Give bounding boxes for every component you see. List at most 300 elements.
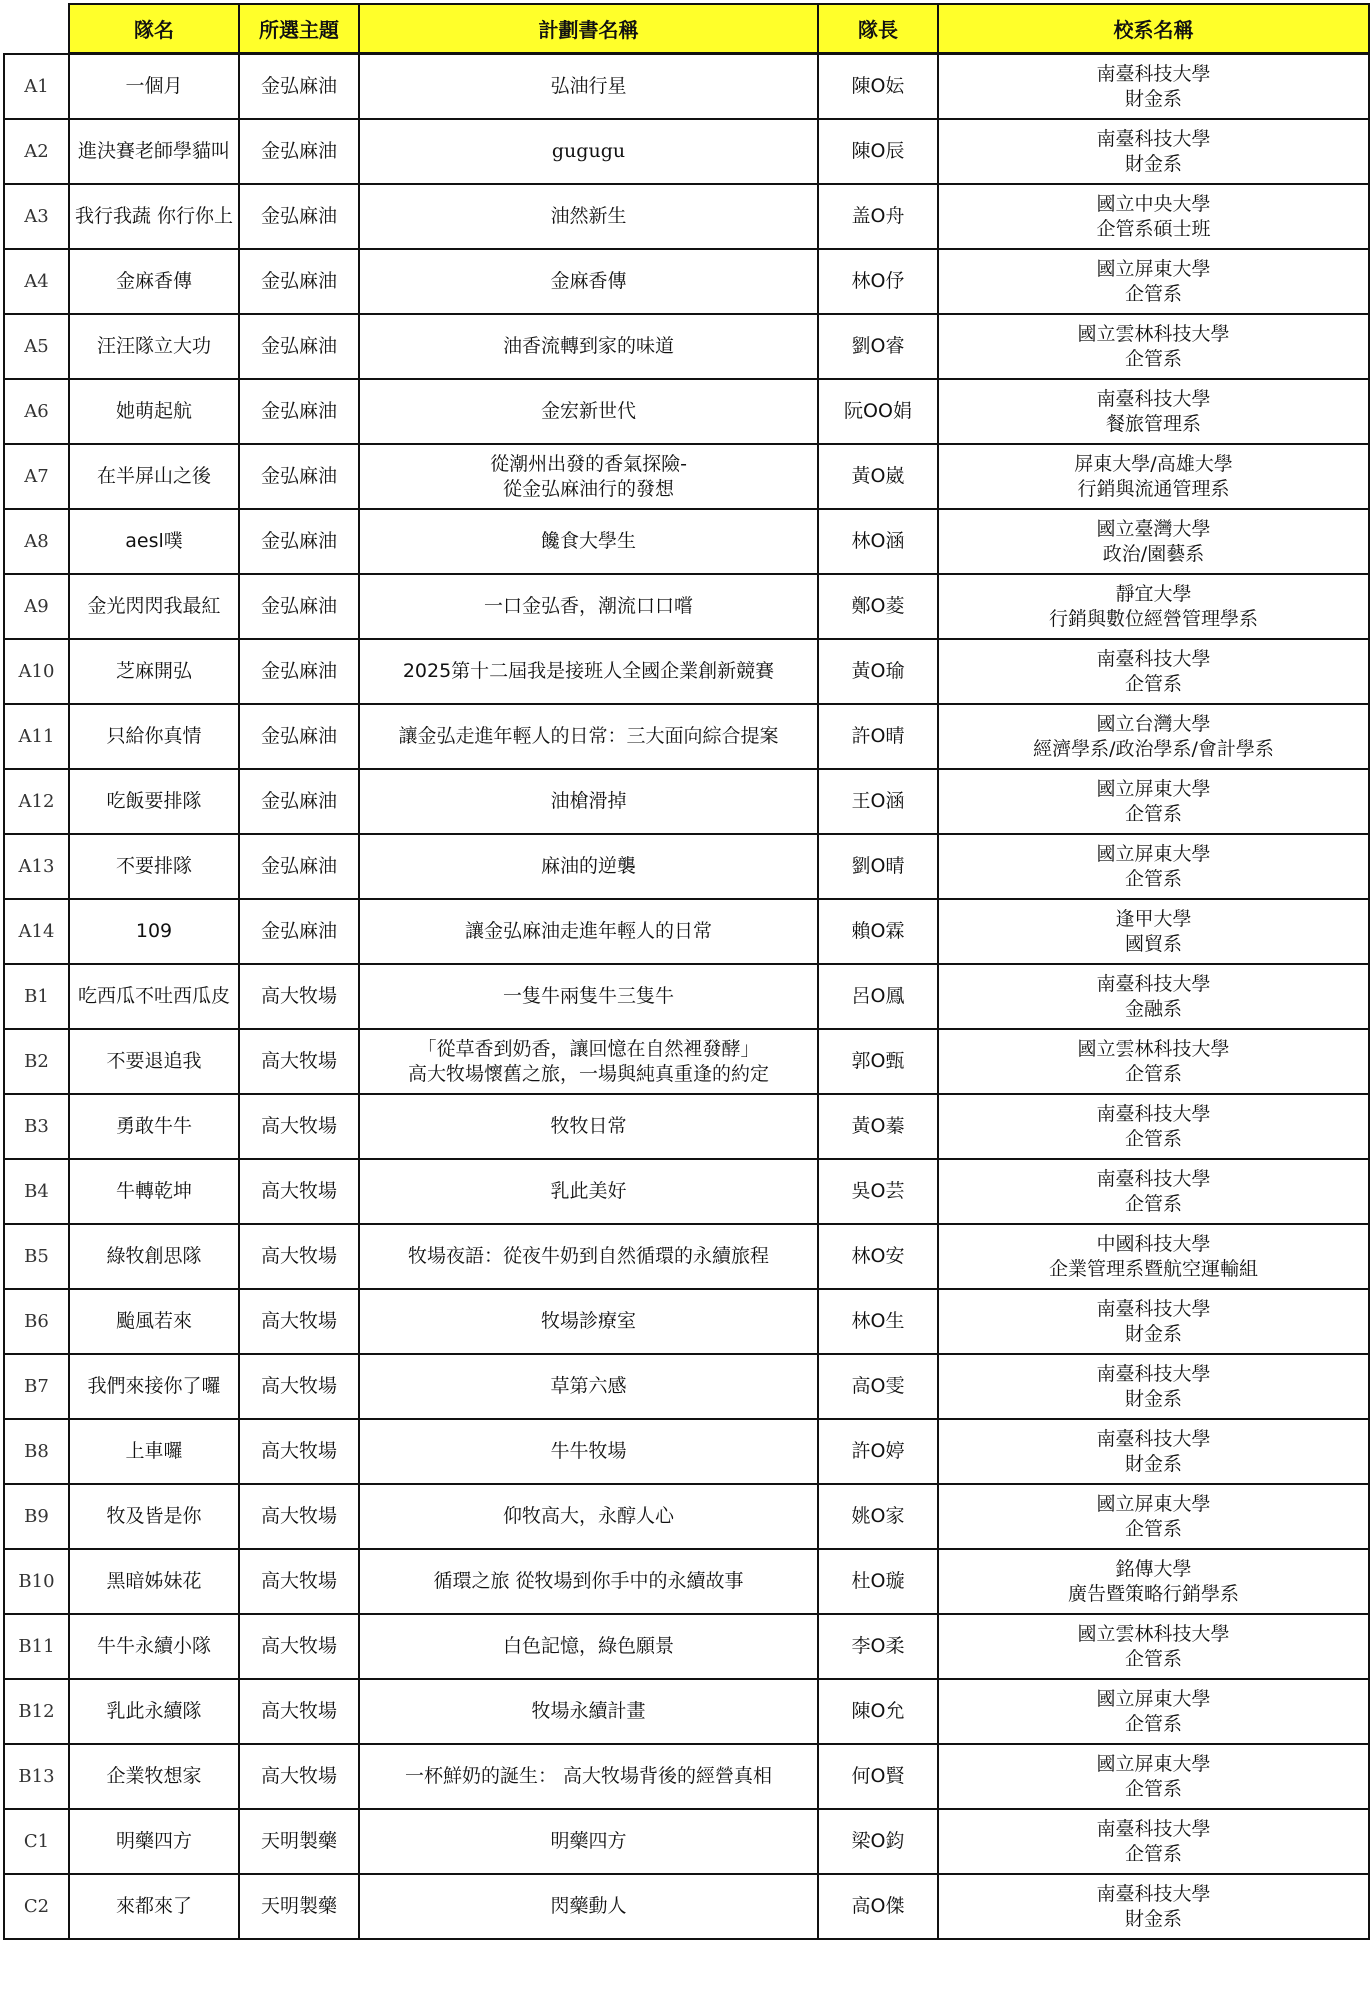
theme-cell: 高大牧場 — [239, 1744, 359, 1809]
department-line: 企管系 — [1124, 282, 1182, 305]
plan-name-cell — [359, 1289, 818, 1354]
department-line: 企業管理系暨航空運輸組 — [1048, 1257, 1258, 1280]
department-line: 財金系 — [1124, 1452, 1182, 1475]
captain-cell: 鄭O菱 — [818, 574, 938, 639]
school-name-line: 國立屏東大學 — [1096, 842, 1211, 865]
plan-name-line: 一隻牛兩隻牛三隻牛 — [502, 985, 674, 1007]
department-line: 企管系 — [1124, 672, 1182, 695]
captain-cell: 黃O瑜 — [818, 639, 938, 704]
school-cell — [938, 379, 1369, 444]
plan-name-cell — [359, 964, 818, 1029]
plan-name-cell — [359, 1549, 818, 1614]
captain-cell: 郭O甄 — [818, 1029, 938, 1094]
theme-cell: 金弘麻油 — [239, 834, 359, 899]
plan-name-cell — [359, 509, 818, 574]
department-line: 企管系 — [1124, 1647, 1182, 1670]
plan-name-cell — [359, 314, 818, 379]
table-row — [4, 639, 1369, 704]
plan-name-line: 讓金弘走進年輕人的日常：三大面向綜合提案 — [398, 725, 779, 747]
department-line: 企管系 — [1124, 867, 1182, 890]
school-cell — [938, 249, 1369, 314]
plan-name-cell — [359, 1094, 818, 1159]
theme-cell: 天明製藥 — [239, 1809, 359, 1874]
plan-name-line: 牧場診療室 — [540, 1310, 636, 1332]
school-cell — [938, 1874, 1369, 1939]
plan-name-cell — [359, 54, 818, 119]
school-cell — [938, 964, 1369, 1029]
table-row — [4, 1874, 1369, 1939]
school-name-line: 逢甲大學 — [1115, 907, 1192, 930]
table-row — [4, 249, 1369, 314]
theme-cell: 高大牧場 — [239, 1289, 359, 1354]
team-id-cell: A3 — [4, 184, 69, 249]
plan-name-cell — [359, 1354, 818, 1419]
captain-cell: 林O安 — [818, 1224, 938, 1289]
captain-cell: 陳O允 — [818, 1679, 938, 1744]
school-name-line: 南臺科技大學 — [1096, 1297, 1211, 1320]
table-row — [4, 1029, 1369, 1094]
plan-name-line: 油槍滑掉 — [550, 790, 627, 812]
captain-cell: 吳O芸 — [818, 1159, 938, 1224]
department-line: 企管系 — [1124, 1517, 1182, 1540]
plan-name-line: 明藥四方 — [550, 1830, 627, 1852]
department-line: 企管系 — [1124, 1712, 1182, 1735]
school-name-line: 南臺科技大學 — [1096, 972, 1211, 995]
plan-name-cell — [359, 1029, 818, 1094]
table-row — [4, 379, 1369, 444]
team-id-cell: A1 — [4, 54, 69, 119]
captain-cell: 高O傑 — [818, 1874, 938, 1939]
department-line: 企管系 — [1124, 1062, 1182, 1085]
team-id-cell: B9 — [4, 1484, 69, 1549]
school-name-line: 國立雲林科技大學 — [1077, 322, 1230, 345]
plan-name-line: 一口金弘香，潮流口口嚐 — [483, 595, 693, 617]
department-line: 企管系 — [1124, 347, 1182, 370]
school-name-line: 國立屏東大學 — [1096, 777, 1211, 800]
table-row — [4, 1094, 1369, 1159]
department-line: 企管系 — [1124, 1777, 1182, 1800]
team-id-cell: B3 — [4, 1094, 69, 1159]
team-id-cell: A10 — [4, 639, 69, 704]
table-row — [4, 964, 1369, 1029]
team-name-cell: 牧及皆是你 — [69, 1484, 239, 1549]
school-name-line: 銘傳大學 — [1115, 1557, 1192, 1580]
department-line: 財金系 — [1124, 152, 1182, 175]
plan-name-cell — [359, 1614, 818, 1679]
school-name-line: 南臺科技大學 — [1096, 1167, 1211, 1190]
team-name-cell: 不要排隊 — [69, 834, 239, 899]
team-id-cell: A13 — [4, 834, 69, 899]
captain-cell: 盖O舟 — [818, 184, 938, 249]
school-name-line: 國立臺灣大學 — [1096, 517, 1211, 540]
theme-cell: 金弘麻油 — [239, 509, 359, 574]
plan-name-line: 2025第十二屆我是接班人全國企業創新競賽 — [402, 660, 775, 682]
school-name-line: 南臺科技大學 — [1096, 1817, 1211, 1840]
plan-name-cell — [359, 769, 818, 834]
team-id-cell: C2 — [4, 1874, 69, 1939]
school-cell — [938, 834, 1369, 899]
theme-cell: 金弘麻油 — [239, 704, 359, 769]
captain-cell: 杜O璇 — [818, 1549, 938, 1614]
school-name-line: 南臺科技大學 — [1096, 62, 1211, 85]
theme-cell: 金弘麻油 — [239, 184, 359, 249]
plan-name-cell — [359, 1874, 818, 1939]
captain-cell: 許O晴 — [818, 704, 938, 769]
department-line: 財金系 — [1124, 1907, 1182, 1930]
school-cell — [938, 899, 1369, 964]
theme-cell: 高大牧場 — [239, 1679, 359, 1744]
table-row — [4, 1419, 1369, 1484]
captain-cell: 林O生 — [818, 1289, 938, 1354]
table-row — [4, 574, 1369, 639]
team-name-cell: 她萌起航 — [69, 379, 239, 444]
department-line: 企管系 — [1124, 1842, 1182, 1865]
school-name-line: 國立屏東大學 — [1096, 1752, 1211, 1775]
team-name-cell: 綠牧創思隊 — [69, 1224, 239, 1289]
school-cell — [938, 119, 1369, 184]
plan-name-line: 牧場夜語：從夜牛奶到自然循環的永續旅程 — [407, 1245, 769, 1267]
plan-name-line: 饞食大學生 — [540, 530, 636, 552]
department-line: 金融系 — [1124, 997, 1182, 1020]
table-row — [4, 1159, 1369, 1224]
table-row — [4, 509, 1369, 574]
school-cell — [938, 769, 1369, 834]
team-id-cell: A9 — [4, 574, 69, 639]
table-row — [4, 769, 1369, 834]
team-name-cell: 颱風若來 — [69, 1289, 239, 1354]
theme-cell: 高大牧場 — [239, 1159, 359, 1224]
plan-name-cell — [359, 1484, 818, 1549]
team-name-cell: aesl噗 — [69, 509, 239, 574]
team-name-cell: 上車囉 — [69, 1419, 239, 1484]
plan-name-line: 循環之旅 從牧場到你手中的永續故事 — [433, 1570, 744, 1592]
plan-name-line: 從潮州出發的香氣探險- — [490, 452, 687, 475]
plan-name-cell — [359, 639, 818, 704]
team-name-cell: 只給你真情 — [69, 704, 239, 769]
plan-name-line: 油香流轉到家的味道 — [502, 335, 674, 357]
theme-cell: 高大牧場 — [239, 1614, 359, 1679]
team-name-cell: 金光閃閃我最紅 — [69, 574, 239, 639]
school-cell — [938, 1679, 1369, 1744]
school-name-line: 國立屏東大學 — [1096, 1687, 1211, 1710]
school-name-line: 南臺科技大學 — [1096, 127, 1211, 150]
school-name-line: 南臺科技大學 — [1096, 387, 1211, 410]
school-cell — [938, 639, 1369, 704]
plan-name-cell — [359, 574, 818, 639]
header-theme: 所選主題 — [239, 4, 359, 53]
header-plan-name: 計劃書名稱 — [359, 4, 818, 53]
captain-cell: 賴O霖 — [818, 899, 938, 964]
school-cell — [938, 184, 1369, 249]
school-cell — [938, 314, 1369, 379]
school-cell — [938, 1289, 1369, 1354]
captain-cell: 陳O妘 — [818, 54, 938, 119]
team-table — [3, 53, 1370, 1940]
school-name-line: 南臺科技大學 — [1096, 1362, 1211, 1385]
team-id-cell: B6 — [4, 1289, 69, 1354]
team-id-cell: A12 — [4, 769, 69, 834]
theme-cell: 金弘麻油 — [239, 639, 359, 704]
school-name-line: 屏東大學/高雄大學 — [1074, 452, 1233, 475]
plan-name-line: 閃藥動人 — [550, 1895, 627, 1917]
theme-cell: 高大牧場 — [239, 1419, 359, 1484]
team-name-cell: 勇敢牛牛 — [69, 1094, 239, 1159]
team-name-cell: 我行我蔬 你行你上 — [69, 184, 239, 249]
school-cell — [938, 1484, 1369, 1549]
plan-name-line: 油然新生 — [550, 205, 627, 227]
theme-cell: 金弘麻油 — [239, 574, 359, 639]
school-name-line: 國立雲林科技大學 — [1077, 1622, 1230, 1645]
department-line: 財金系 — [1124, 1387, 1182, 1410]
plan-name-cell — [359, 249, 818, 314]
team-id-cell: B4 — [4, 1159, 69, 1224]
team-name-cell: 進決賽老師學貓叫 — [69, 119, 239, 184]
table-row — [4, 119, 1369, 184]
department-line: 國貿系 — [1124, 932, 1182, 955]
team-id-cell: B2 — [4, 1029, 69, 1094]
school-cell — [938, 704, 1369, 769]
team-id-cell: A7 — [4, 444, 69, 509]
plan-name-cell — [359, 184, 818, 249]
team-id-cell: B7 — [4, 1354, 69, 1419]
captain-cell: 姚O家 — [818, 1484, 938, 1549]
department-line: 廣告暨策略行銷學系 — [1067, 1582, 1239, 1605]
department-line: 企管系 — [1124, 802, 1182, 825]
header-school: 校系名稱 — [938, 4, 1369, 53]
plan-name-cell — [359, 704, 818, 769]
theme-cell: 金弘麻油 — [239, 119, 359, 184]
school-name-line: 靜宜大學 — [1115, 582, 1192, 605]
team-id-cell: A4 — [4, 249, 69, 314]
table-row — [4, 444, 1369, 509]
school-cell — [938, 1224, 1369, 1289]
school-name-line: 南臺科技大學 — [1096, 1882, 1211, 1905]
plan-name-line: 牧場永續計畫 — [531, 1700, 646, 1722]
team-id-cell: A11 — [4, 704, 69, 769]
team-name-cell: 企業牧想家 — [69, 1744, 239, 1809]
plan-name-cell — [359, 1679, 818, 1744]
theme-cell: 高大牧場 — [239, 1224, 359, 1289]
table-row — [4, 1484, 1369, 1549]
table-row — [4, 899, 1369, 964]
theme-cell: 金弘麻油 — [239, 379, 359, 444]
captain-cell: 林O伃 — [818, 249, 938, 314]
team-name-cell: 不要退追我 — [69, 1029, 239, 1094]
theme-cell: 高大牧場 — [239, 1484, 359, 1549]
plan-name-cell — [359, 1419, 818, 1484]
team-id-cell: B12 — [4, 1679, 69, 1744]
department-line: 政治/園藝系 — [1102, 542, 1205, 565]
plan-name-line: 弘油行星 — [550, 75, 627, 97]
table-row — [4, 1809, 1369, 1874]
table-row — [4, 1289, 1369, 1354]
theme-cell: 天明製藥 — [239, 1874, 359, 1939]
plan-name-cell — [359, 1159, 818, 1224]
school-name-line: 南臺科技大學 — [1096, 1102, 1211, 1125]
plan-name-line: 「從草香到奶香，讓回憶在自然裡發酵」 — [417, 1037, 760, 1060]
plan-name-line: 麻油的逆襲 — [540, 855, 636, 877]
team-name-cell: 109 — [69, 899, 239, 964]
plan-name-line: 高大牧場懷舊之旅，一場與純真重逢的約定 — [407, 1062, 769, 1085]
captain-cell: 劉O晴 — [818, 834, 938, 899]
team-id-cell: B8 — [4, 1419, 69, 1484]
team-id-cell: B1 — [4, 964, 69, 1029]
plan-name-cell — [359, 1744, 818, 1809]
school-name-line: 國立台灣大學 — [1096, 712, 1211, 735]
header-row — [68, 3, 1370, 54]
team-name-cell: 金麻香傳 — [69, 249, 239, 314]
theme-cell: 金弘麻油 — [239, 54, 359, 119]
school-name-line: 國立雲林科技大學 — [1077, 1037, 1230, 1060]
table-row — [4, 314, 1369, 379]
captain-cell: 阮OO娟 — [818, 379, 938, 444]
table-row — [4, 704, 1369, 769]
school-cell — [938, 1614, 1369, 1679]
team-name-cell: 芝麻開弘 — [69, 639, 239, 704]
team-name-cell: 汪汪隊立大功 — [69, 314, 239, 379]
captain-cell: 林O涵 — [818, 509, 938, 574]
header-captain: 隊長 — [818, 4, 938, 53]
school-cell — [938, 1744, 1369, 1809]
team-name-cell: 明藥四方 — [69, 1809, 239, 1874]
school-name-line: 國立中央大學 — [1096, 192, 1211, 215]
school-cell — [938, 574, 1369, 639]
team-id-cell: A14 — [4, 899, 69, 964]
table-row — [4, 1549, 1369, 1614]
captain-cell: 呂O鳳 — [818, 964, 938, 1029]
department-line: 財金系 — [1124, 87, 1182, 110]
team-name-cell: 黑暗姊妹花 — [69, 1549, 239, 1614]
team-name-cell: 在半屏山之後 — [69, 444, 239, 509]
plan-name-line: 一杯鮮奶的誕生： 高大牧場背後的經營真相 — [404, 1765, 773, 1787]
plan-name-cell — [359, 899, 818, 964]
plan-name-line: gugugu — [551, 140, 626, 162]
school-name-line: 南臺科技大學 — [1096, 647, 1211, 670]
captain-cell: 何O賢 — [818, 1744, 938, 1809]
team-name-cell: 一個月 — [69, 54, 239, 119]
team-name-cell: 來都來了 — [69, 1874, 239, 1939]
plan-name-line: 牧牧日常 — [550, 1115, 627, 1137]
plan-name-line: 金宏新世代 — [540, 400, 636, 422]
plan-name-line: 牛牛牧場 — [550, 1440, 627, 1462]
plan-name-line: 金麻香傳 — [550, 270, 627, 292]
school-cell — [938, 1029, 1369, 1094]
team-id-cell: B13 — [4, 1744, 69, 1809]
team-id-cell: B10 — [4, 1549, 69, 1614]
team-id-cell: B5 — [4, 1224, 69, 1289]
team-name-cell: 牛牛永續小隊 — [69, 1614, 239, 1679]
team-name-cell: 吃飯要排隊 — [69, 769, 239, 834]
school-cell — [938, 1419, 1369, 1484]
theme-cell: 高大牧場 — [239, 964, 359, 1029]
table-row — [4, 1354, 1369, 1419]
team-name-cell: 牛轉乾坤 — [69, 1159, 239, 1224]
theme-cell: 金弘麻油 — [239, 314, 359, 379]
plan-name-cell — [359, 444, 818, 509]
school-cell — [938, 1159, 1369, 1224]
header-team-name: 隊名 — [69, 4, 239, 53]
captain-cell: 許O婷 — [818, 1419, 938, 1484]
team-name-cell: 乳此永續隊 — [69, 1679, 239, 1744]
table-row — [4, 834, 1369, 899]
school-cell — [938, 1809, 1369, 1874]
captain-cell: 劉O睿 — [818, 314, 938, 379]
department-line: 企管系 — [1124, 1192, 1182, 1215]
school-name-line: 國立屏東大學 — [1096, 257, 1211, 280]
theme-cell: 高大牧場 — [239, 1029, 359, 1094]
team-id-cell: A5 — [4, 314, 69, 379]
table-row — [4, 184, 1369, 249]
team-name-cell: 吃西瓜不吐西瓜皮 — [69, 964, 239, 1029]
captain-cell: 黃O崴 — [818, 444, 938, 509]
department-line: 行銷與數位經營管理學系 — [1048, 607, 1258, 630]
school-cell — [938, 1354, 1369, 1419]
plan-name-line: 仰牧高大，永醇人心 — [502, 1505, 674, 1527]
school-cell — [938, 1094, 1369, 1159]
team-id-cell: B11 — [4, 1614, 69, 1679]
plan-name-line: 讓金弘麻油走進年輕人的日常 — [464, 920, 712, 942]
captain-cell: 李O柔 — [818, 1614, 938, 1679]
department-line: 企管系碩士班 — [1096, 217, 1211, 240]
captain-cell: 高O雯 — [818, 1354, 938, 1419]
school-cell — [938, 509, 1369, 574]
theme-cell: 金弘麻油 — [239, 444, 359, 509]
plan-name-line: 乳此美好 — [550, 1180, 627, 1202]
plan-name-line: 草第六感 — [550, 1375, 627, 1397]
school-cell — [938, 444, 1369, 509]
table-row — [4, 1679, 1369, 1744]
school-cell — [938, 54, 1369, 119]
table-row — [4, 1224, 1369, 1289]
school-cell — [938, 1549, 1369, 1614]
theme-cell: 高大牧場 — [239, 1549, 359, 1614]
team-id-cell: A8 — [4, 509, 69, 574]
plan-name-cell — [359, 834, 818, 899]
team-id-cell: A6 — [4, 379, 69, 444]
department-line: 行銷與流通管理系 — [1077, 477, 1230, 500]
plan-name-cell — [359, 1809, 818, 1874]
theme-cell: 高大牧場 — [239, 1354, 359, 1419]
table-row — [4, 1744, 1369, 1809]
theme-cell: 金弘麻油 — [239, 769, 359, 834]
plan-name-line: 從金弘麻油行的發想 — [502, 477, 674, 500]
team-table-body — [4, 54, 1369, 1939]
captain-cell: 黃O蓁 — [818, 1094, 938, 1159]
school-name-line: 南臺科技大學 — [1096, 1427, 1211, 1450]
team-name-cell: 我們來接你了囉 — [69, 1354, 239, 1419]
plan-name-cell — [359, 119, 818, 184]
table-row — [4, 54, 1369, 119]
captain-cell: 王O涵 — [818, 769, 938, 834]
plan-name-line: 白色記憶，綠色願景 — [502, 1635, 674, 1657]
plan-name-cell — [359, 379, 818, 444]
plan-name-cell — [359, 1224, 818, 1289]
table-row — [4, 1614, 1369, 1679]
department-line: 企管系 — [1124, 1127, 1182, 1150]
theme-cell: 金弘麻油 — [239, 249, 359, 314]
department-line: 餐旅管理系 — [1105, 412, 1201, 435]
captain-cell: 陳O辰 — [818, 119, 938, 184]
school-name-line: 中國科技大學 — [1096, 1232, 1211, 1255]
team-id-cell: C1 — [4, 1809, 69, 1874]
theme-cell: 高大牧場 — [239, 1094, 359, 1159]
team-id-cell: A2 — [4, 119, 69, 184]
school-name-line: 國立屏東大學 — [1096, 1492, 1211, 1515]
department-line: 經濟學系/政治學系/會計學系 — [1033, 737, 1274, 760]
department-line: 財金系 — [1124, 1322, 1182, 1345]
captain-cell: 梁O鈞 — [818, 1809, 938, 1874]
theme-cell: 金弘麻油 — [239, 899, 359, 964]
